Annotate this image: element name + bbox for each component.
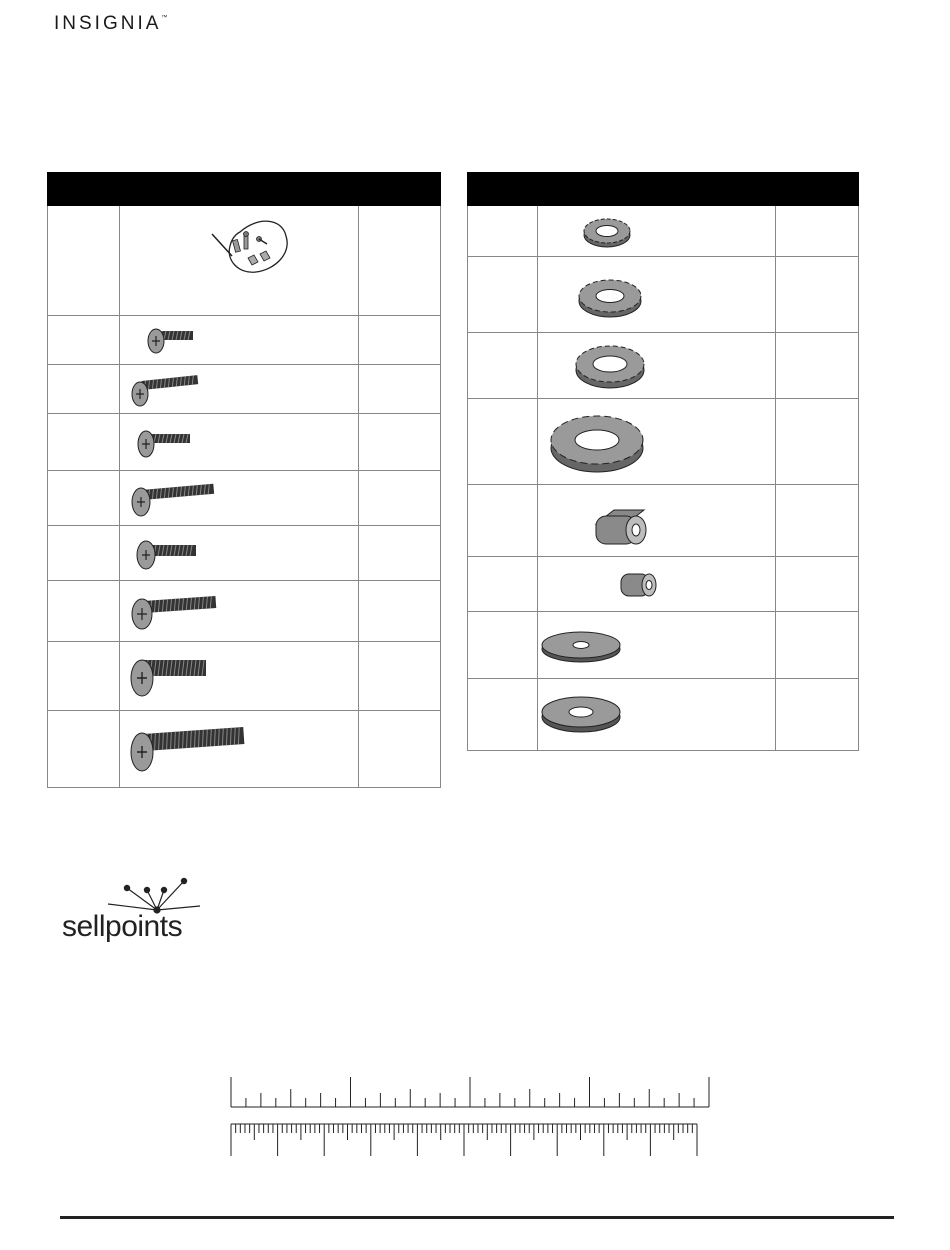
- row-image-cell: [538, 485, 776, 557]
- table-row: [468, 679, 859, 751]
- row-id-cell: [48, 471, 120, 526]
- row-image-cell: [538, 679, 776, 751]
- table-row: [468, 399, 859, 485]
- row-image-cell: [538, 257, 776, 333]
- table-row: [48, 206, 441, 316]
- table-row: [48, 526, 441, 581]
- header-cell-part: [538, 173, 776, 206]
- row-image-cell: [120, 414, 359, 471]
- table-row: [468, 333, 859, 399]
- row-id-cell: [48, 711, 120, 788]
- row-qty-cell: [776, 485, 859, 557]
- table-row: [48, 414, 441, 471]
- table-row: [468, 612, 859, 679]
- row-qty-cell: [359, 526, 441, 581]
- trademark-mark: ™: [161, 15, 168, 21]
- hardware-bag-icon: [120, 207, 359, 315]
- measurement-ruler: [226, 1072, 716, 1162]
- table-row: [468, 206, 859, 257]
- large-spacer-icon: [538, 486, 776, 556]
- header-cell-qty: [359, 173, 441, 206]
- row-id-cell: [48, 365, 120, 414]
- row-id-cell: [48, 414, 120, 471]
- row-qty-cell: [359, 206, 441, 316]
- header-cell-qty: [776, 173, 859, 206]
- short-screw-icon: [120, 415, 359, 470]
- row-qty-cell: [359, 642, 441, 711]
- row-qty-cell: [359, 471, 441, 526]
- sellpoints-wordmark: sellpoints: [62, 910, 183, 943]
- row-id-cell: [468, 679, 538, 751]
- header-cell-id: [48, 173, 120, 206]
- medium-lock-washer-icon: [538, 258, 776, 332]
- row-qty-cell: [776, 333, 859, 399]
- brand-logo: [54, 13, 167, 35]
- row-image-cell: [538, 206, 776, 257]
- row-qty-cell: [359, 581, 441, 642]
- table-row: [48, 642, 441, 711]
- row-image-cell: [120, 471, 359, 526]
- hardware-table-right: [467, 172, 859, 751]
- row-image-cell: [120, 711, 359, 788]
- row-id-cell: [468, 557, 538, 612]
- small-spacer-icon: [538, 558, 776, 611]
- row-qty-cell: [776, 612, 859, 679]
- table-row: [48, 471, 441, 526]
- header-cell-part: [120, 173, 359, 206]
- row-qty-cell: [359, 414, 441, 471]
- row-id-cell: [48, 316, 120, 365]
- extra-large-lock-washer-icon: [538, 400, 776, 484]
- row-image-cell: [120, 365, 359, 414]
- flat-washer-icon: [538, 680, 776, 750]
- large-lock-washer-icon: [538, 334, 776, 398]
- hardware-table-left: [47, 172, 441, 788]
- row-qty-cell: [359, 711, 441, 788]
- row-qty-cell: [776, 679, 859, 751]
- row-qty-cell: [359, 316, 441, 365]
- table-row: [468, 485, 859, 557]
- row-image-cell: [538, 399, 776, 485]
- row-id-cell: [48, 581, 120, 642]
- table-row: [468, 557, 859, 612]
- table-header-row: [48, 173, 441, 206]
- row-qty-cell: [776, 399, 859, 485]
- row-image-cell: [538, 557, 776, 612]
- row-id-cell: [48, 642, 120, 711]
- short-screw-icon: [120, 527, 359, 580]
- row-qty-cell: [776, 557, 859, 612]
- row-image-cell: [120, 581, 359, 642]
- row-image-cell: [538, 333, 776, 399]
- table-row: [48, 365, 441, 414]
- row-id-cell: [468, 333, 538, 399]
- row-image-cell: [120, 316, 359, 365]
- flat-washer-icon: [538, 613, 776, 678]
- row-qty-cell: [359, 365, 441, 414]
- long-screw-icon: [120, 582, 359, 641]
- short-thick-screw-icon: [120, 643, 359, 710]
- sellpoints-logo: [60, 876, 220, 948]
- small-lock-washer-icon: [538, 207, 776, 256]
- row-image-cell: [120, 206, 359, 316]
- long-screw-icon: [120, 472, 359, 525]
- row-id-cell: [468, 612, 538, 679]
- table-row: [48, 316, 441, 365]
- short-screw-icon: [120, 317, 359, 364]
- long-thin-screw-icon: [120, 366, 359, 413]
- brand-name: INSIGNIA: [54, 13, 162, 34]
- row-id-cell: [468, 206, 538, 257]
- row-image-cell: [538, 612, 776, 679]
- long-thick-screw-icon: [120, 712, 359, 787]
- row-id-cell: [48, 206, 120, 316]
- table-row: [48, 581, 441, 642]
- row-id-cell: [468, 399, 538, 485]
- footer-divider: [60, 1216, 894, 1219]
- table-row: [48, 711, 441, 788]
- row-id-cell: [468, 257, 538, 333]
- row-qty-cell: [776, 257, 859, 333]
- row-id-cell: [468, 485, 538, 557]
- table-row: [468, 257, 859, 333]
- row-image-cell: [120, 642, 359, 711]
- header-cell-id: [468, 173, 538, 206]
- table-header-row: [468, 173, 859, 206]
- row-image-cell: [120, 526, 359, 581]
- row-qty-cell: [776, 206, 859, 257]
- row-id-cell: [48, 526, 120, 581]
